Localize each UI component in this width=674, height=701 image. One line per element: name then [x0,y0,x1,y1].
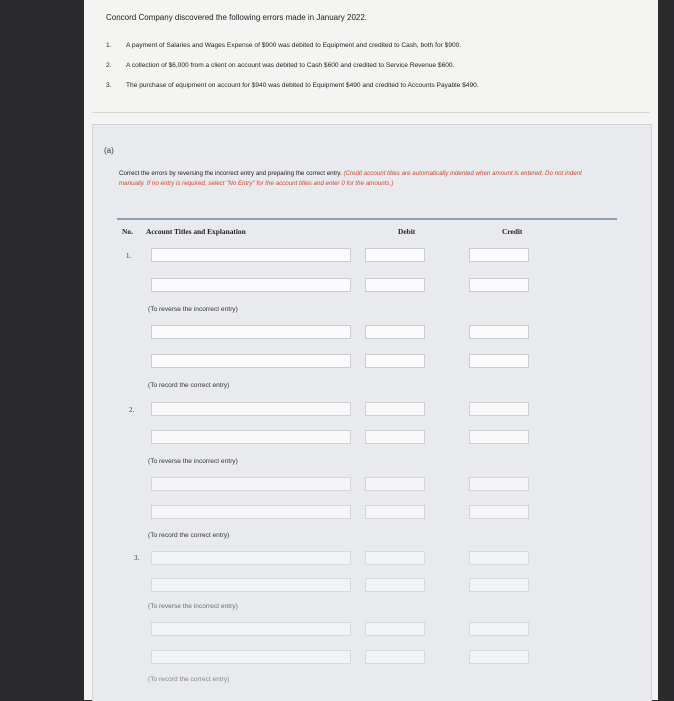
instructions [119,169,599,189]
account-title-input[interactable] [151,578,351,592]
entry-number: 2. [129,406,135,414]
explanation-text: (To reverse the incorrect entry) [148,603,238,610]
debit-input[interactable] [365,354,425,368]
explanation-text: (To reverse the incorrect entry) [148,458,238,465]
explanation-text: (To record the correct entry) [148,532,230,539]
credit-input[interactable] [469,551,529,565]
credit-input[interactable] [469,505,529,519]
credit-input[interactable] [469,278,529,292]
credit-input[interactable] [469,650,529,664]
account-title-input[interactable] [151,354,351,368]
error-number: 3. [106,82,112,89]
debit-input[interactable] [365,402,425,416]
assignment-page [84,0,658,700]
debit-input[interactable] [365,650,425,664]
account-title-input[interactable] [151,325,351,339]
error-number: 2. [106,62,112,69]
explanation-text: (To reverse the incorrect entry) [148,306,238,313]
credit-input[interactable] [469,402,529,416]
credit-input[interactable] [469,622,529,636]
explanation-text: (To record the correct entry) [148,676,230,683]
col-account-header: Account Titles and Explanation [146,227,246,236]
col-credit-header: Credit [502,227,523,236]
debit-input[interactable] [365,551,425,565]
debit-input[interactable] [365,430,425,444]
account-title-input[interactable] [151,402,351,416]
credit-input[interactable] [469,578,529,592]
instructions-main: Correct the errors by reversing the incorrect entry and preparing the correct entry. [119,170,342,177]
credit-input[interactable] [469,248,529,262]
account-title-input[interactable] [151,278,351,292]
account-title-input[interactable] [151,622,351,636]
error-text: The purchase of equipment on account for $940 was debited to Equipment $490 and credited to Accounts Payable $490. [126,82,479,89]
account-title-input[interactable] [151,505,351,519]
credit-input[interactable] [469,354,529,368]
debit-input[interactable] [365,325,425,339]
problem-intro: Concord Company discovered the following errors made in January 2022. [106,13,368,22]
debit-input[interactable] [365,248,425,262]
debit-input[interactable] [365,505,425,519]
error-text: A payment of Salaries and Wages Expense of $900 was debited to Equipment and credited to Cash, both for $900. [126,42,462,49]
credit-input[interactable] [469,325,529,339]
debit-input[interactable] [365,578,425,592]
debit-input[interactable] [365,622,425,636]
table-header-rule [117,218,617,220]
col-debit-header: Debit [398,227,416,236]
error-number: 1. [106,42,112,49]
entry-number: 3. [134,554,140,562]
explanation-text: (To record the correct entry) [148,382,230,389]
divider [92,112,650,113]
credit-input[interactable] [469,430,529,444]
error-text: A collection of $6,000 from a client on account was debited to Cash $600 and credited to Service Revenue $600. [126,62,455,69]
account-title-input[interactable] [151,551,351,565]
debit-input[interactable] [365,477,425,491]
col-no-header: No. [122,227,133,236]
account-title-input[interactable] [151,430,351,444]
entry-number: 1. [126,252,132,260]
instructions-note: (Credit account titles are automatically indented when amount is entered. Do not indent manually. If no entry is required, select "No Entry" for the account titles and enter 0 for the amounts.) [119,170,582,187]
part-label: (a) [104,146,114,155]
debit-input[interactable] [365,278,425,292]
account-title-input[interactable] [151,650,351,664]
account-title-input[interactable] [151,248,351,262]
credit-input[interactable] [469,477,529,491]
account-title-input[interactable] [151,477,351,491]
